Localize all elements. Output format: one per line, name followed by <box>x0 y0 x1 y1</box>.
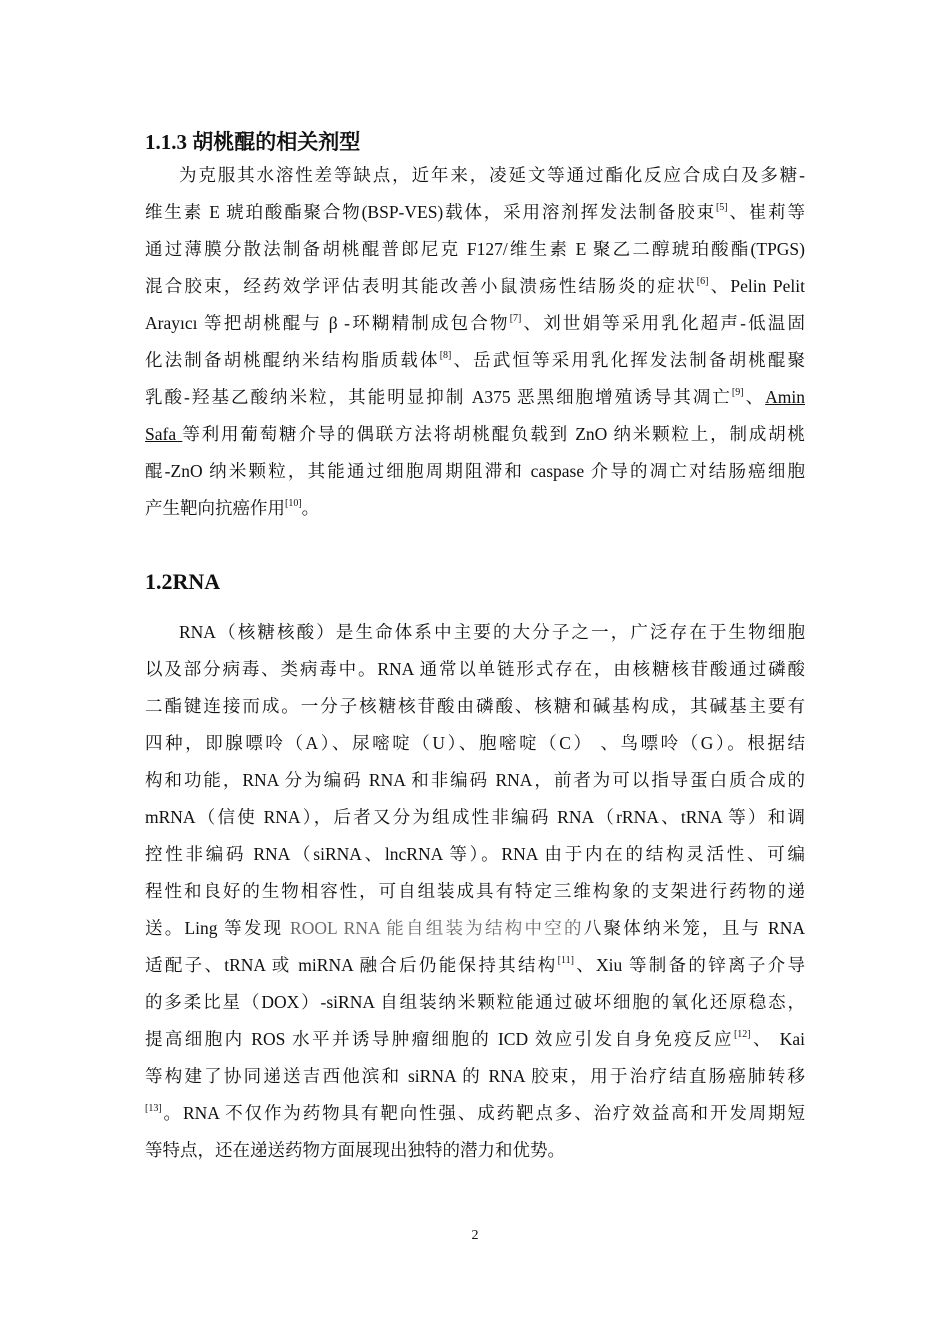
text-run: 程性和良好的生物相容性，可自组装成具有特定三维构象的支架进行药物的递 <box>145 881 805 901</box>
section-heading-1-1-3: 1.1.3 胡桃醌的相关剂型 <box>145 130 361 154</box>
paragraph-line <box>145 305 805 342</box>
section-heading-1-2: 1.2RNA <box>145 569 221 594</box>
paragraph-line <box>145 231 805 268</box>
paragraph-line <box>145 947 805 984</box>
text-run: 提高细胞内 ROS 水平并诱导肿瘤细胞的 ICD 效应引发自身免疫反应 <box>145 1029 734 1049</box>
underlined-author: Safa <box>145 424 183 444</box>
paragraph-line <box>145 873 805 910</box>
gray-text-run: ROOL RNA 能自组装为结构中空的 <box>290 918 584 938</box>
citation: [8] <box>439 350 452 361</box>
paragraph-line <box>145 342 805 379</box>
paragraph-line <box>145 688 805 725</box>
text-run: 混合胶束，经药效学评估表明其能改善小鼠溃疡性结肠炎的症状 <box>145 276 697 296</box>
text-run: 四种，即腺嘌呤（A）、尿嘧啶（U）、胞嘧啶（C） 、鸟嘌呤（G）。根据结 <box>145 733 805 753</box>
text-run: 等特点，还在递送药物方面展现出独特的潜力和优势。 <box>145 1140 565 1160</box>
citation: [11] <box>557 955 574 966</box>
text-run: 产生靶向抗癌作用 <box>145 498 285 518</box>
paragraph-line <box>145 379 805 416</box>
text-run: 等利用葡萄糖介导的偶联方法将胡桃醌负载到 ZnO 纳米颗粒上，制成胡桃 <box>182 424 805 444</box>
text-run: 。 <box>301 498 320 518</box>
underlined-author: Amin <box>765 387 805 407</box>
text-run: 、刘世娟等采用乳化超声-低温固 <box>521 313 805 333</box>
text-run: 的多柔比星（DOX）-siRNA 自组装纳米颗粒能通过破坏细胞的氧化还原稳态， <box>145 992 805 1012</box>
citation: [5] <box>715 202 728 213</box>
text-run: 、崔莉等 <box>727 202 806 222</box>
paragraph-line <box>145 453 805 490</box>
paragraph-line <box>145 614 805 651</box>
text-run: 为克服其水溶性差等缺点，近年来，凌延文等通过酯化反应合成白及多糖- <box>179 165 805 185</box>
paragraph-line <box>145 157 805 194</box>
text-run: 八聚体纳米笼，且与 RNA <box>583 918 805 938</box>
text-run: 、Xiu 等制备的锌离子介导 <box>573 955 805 975</box>
text-run: 控性非编码 RNA（siRNA、lncRNA 等）。RNA 由于内在的结构灵活性、可编 <box>145 844 805 864</box>
text-run: mRNA（信使 RNA），后者又分为组成性非编码 RNA（rRNA、tRNA 等）和调 <box>145 807 805 827</box>
paragraph-line <box>145 416 805 453</box>
paragraph-line <box>145 910 805 947</box>
paragraph-line <box>145 836 805 873</box>
text-run: 构和功能，RNA 分为编码 RNA 和非编码 RNA，前者为可以指导蛋白质合成的 <box>145 770 805 790</box>
text-run: 醌-ZnO 纳米颗粒，其能通过细胞周期阻滞和 caspase 介导的凋亡对结肠癌细胞 <box>145 461 805 481</box>
text-run: 等构建了协同递送吉西他滨和 siRNA 的 RNA 胶束，用于治疗结直肠癌肺转移 <box>145 1066 805 1086</box>
page-number: 2 <box>471 1228 479 1243</box>
paragraph-line <box>145 1021 805 1058</box>
citation: [7] <box>509 313 522 324</box>
citation: [12] <box>733 1029 751 1040</box>
text-run: 通过薄膜分散法制备胡桃醌普郎尼克 F127/维生素 E 聚乙二醇琥珀酸酯(TPGS) <box>145 239 805 259</box>
paragraph-line <box>145 799 805 836</box>
text-run: 、 <box>743 387 766 407</box>
paragraph-line <box>145 194 805 231</box>
paragraph-line <box>145 268 805 305</box>
citation: [13] <box>145 1103 162 1114</box>
citation: [10] <box>285 498 302 509</box>
paragraph-line <box>145 1095 805 1132</box>
paragraph-line <box>145 1058 805 1095</box>
text-run: 化法制备胡桃醌纳米结构脂质载体 <box>145 350 440 370</box>
text-run: 、岳武恒等采用乳化挥发法制备胡桃醌聚 <box>451 350 806 370</box>
text-run: 以及部分病毒、类病毒中。RNA 通常以单链形式存在，由核糖核苷酸通过磷酸 <box>145 659 805 679</box>
text-run: 、 Kai <box>750 1029 805 1049</box>
paragraph-line <box>145 1132 805 1169</box>
text-run: 二酯键连接而成。一分子核糖核苷酸由磷酸、核糖和碱基构成，其碱基主要有 <box>145 696 805 716</box>
paragraph-line <box>145 490 805 527</box>
paragraph-line <box>145 725 805 762</box>
citation: [6] <box>696 276 709 287</box>
text-run: RNA（核糖核酸）是生命体系中主要的大分子之一，广泛存在于生物细胞 <box>179 622 805 642</box>
text-run: 适配子、tRNA 或 miRNA 融合后仍能保持其结构 <box>145 955 558 975</box>
text-run: 。RNA 不仅作为药物具有靶向性强、成药靶点多、治疗效益高和开发周期短 <box>161 1103 805 1123</box>
text-run: 、Pelin Pelit <box>708 276 806 296</box>
paragraph-line <box>145 651 805 688</box>
text-run: 维生素 E 琥珀酸酯聚合物(BSP-VES)载体，采用溶剂挥发法制备胶束 <box>145 202 716 222</box>
citation: [9] <box>731 387 744 398</box>
paragraph-line <box>145 762 805 799</box>
paragraph-line <box>145 984 805 1021</box>
text-run: Arayıcı 等把胡桃醌与 β -环糊精制成包合物 <box>145 313 510 333</box>
text-run: 送。Ling 等发现 <box>145 918 291 938</box>
text-run: 乳酸-羟基乙酸纳米粒，其能明显抑制 A375 恶黑细胞增殖诱导其凋亡 <box>145 387 732 407</box>
